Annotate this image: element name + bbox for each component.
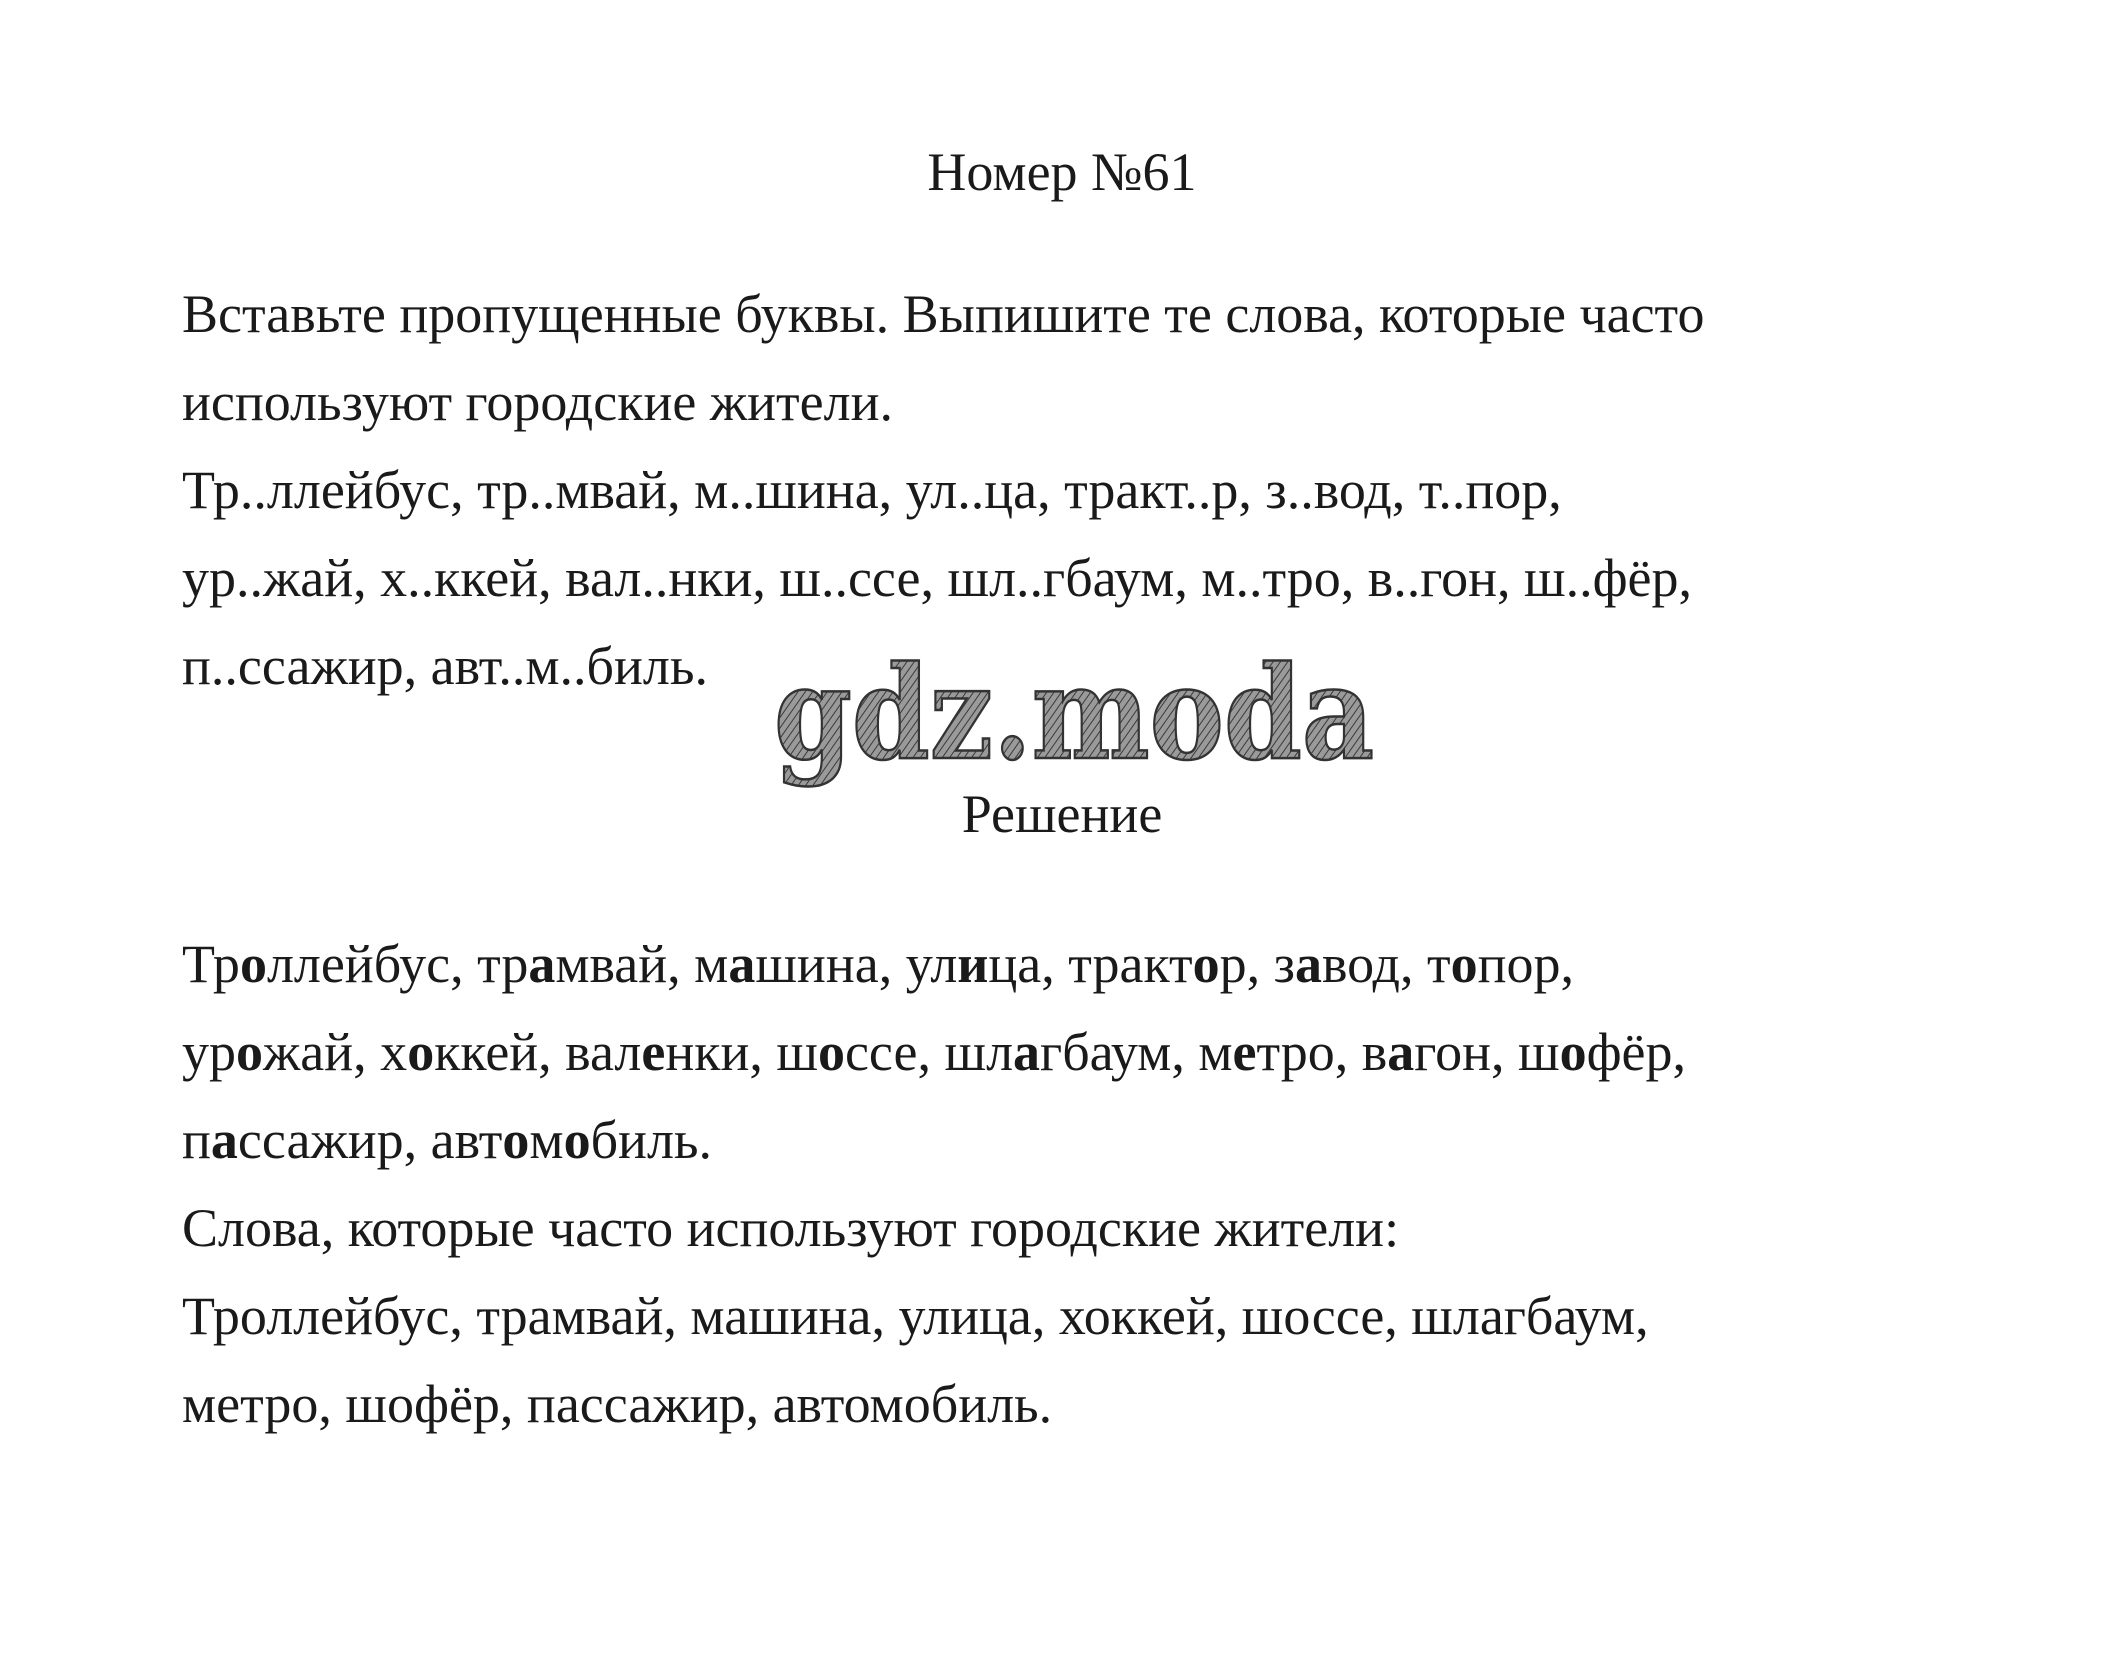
answer-text: биль. [590,1110,713,1170]
answer-line [182,1096,1982,1184]
answer-text: мвай, м [555,934,729,994]
watermark-logo [768,639,1388,800]
inserted-letter: о [563,1110,591,1170]
inserted-letter: е [1232,1022,1257,1082]
answer-text: фёр, [1586,1022,1687,1082]
inserted-letter: а [528,934,556,994]
task-line: Тр..ллейбус, тр..мвай, м..шина, ул..ца, тракт..р, з..вод, т..пор, [182,460,1562,520]
inserted-letter: о [1192,934,1220,994]
inserted-letter: а [210,1110,238,1170]
solution-heading: Решение [961,784,1163,844]
answer-text: Тр [182,934,240,994]
page-title: Номер №61 [927,142,1197,202]
answer-text: ссе, шл [844,1022,1014,1082]
answer-text: пор, [1477,934,1575,994]
task-line: ур..жай, х..ккей, вал..нки, ш..ссе, шл..гбаум, м..тро, в..гон, ш..фёр, [182,548,1693,608]
result-line: метро, шофёр, пассажир, автомобиль. [182,1374,1053,1434]
answer-text: ссажир, авт [237,1110,503,1170]
answer-text: тро, в [1256,1022,1388,1082]
inserted-letter: о [407,1022,435,1082]
answer-text: шина, ул [755,934,958,994]
solution-text [182,920,1982,1448]
answer-text: жай, х [263,1022,408,1082]
task-line: п..ссажир, авт..м..биль. [182,636,708,696]
answer-text: п [182,1110,211,1170]
inserted-letter: о [502,1110,530,1170]
inserted-letter: а [1013,1022,1041,1082]
answer-text: ллейбус, тр [266,934,529,994]
inserted-letter: а [1387,1022,1415,1082]
answer-text: ца, тракт [988,934,1193,994]
task-line: используют городские жители. [182,372,893,432]
inserted-letter: а [728,934,756,994]
answer-text: нки, ш [665,1022,818,1082]
svg-text:gdz.moda: gdz.moda [774,639,1374,789]
inserted-letter: и [957,934,989,994]
result-line: Троллейбус, трамвай, машина, улица, хоккей, шоссе, шлагбаум, [182,1286,1649,1346]
inserted-letter: о [239,934,267,994]
answer-line [182,920,1982,1008]
inserted-letter: а [1294,934,1322,994]
answer-text: гбаум, м [1040,1022,1233,1082]
inserted-letter: о [236,1022,263,1082]
inserted-letter: о [1559,1022,1587,1082]
task-line: Вставьте пропущенные буквы. Выпишите те слова, которые часто [182,284,1705,344]
answer-text: ур [182,1022,236,1082]
answer-text: ккей, вал [434,1022,642,1082]
result-line: Слова, которые часто используют городские жители: [182,1198,1400,1258]
inserted-letter: о [1450,934,1478,994]
inserted-letter: о [817,1022,845,1082]
answer-text: вод, т [1321,934,1451,994]
inserted-letter: е [641,1022,666,1082]
answer-text: р, з [1219,934,1295,994]
answer-text: м [529,1110,564,1170]
answer-line [182,1008,1982,1096]
answer-text: гон, ш [1414,1022,1560,1082]
